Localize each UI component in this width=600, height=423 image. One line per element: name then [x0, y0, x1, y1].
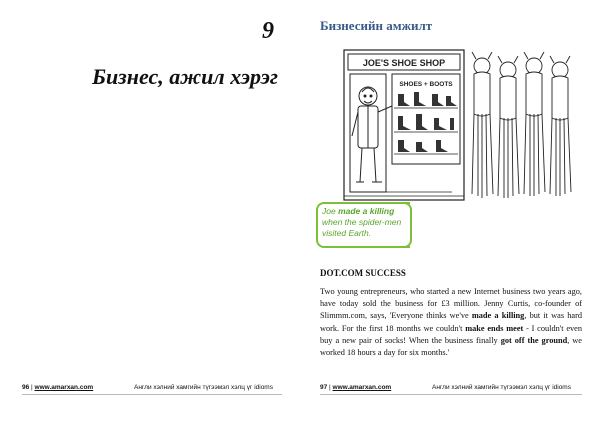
story-heading: DOT.COM SUCCESS [320, 268, 406, 278]
footer-rule [320, 394, 582, 395]
shop-sign-text: JOE'S SHOE SHOP [362, 58, 446, 68]
right-page [300, 0, 600, 423]
story-idiom-1: made a killing [471, 311, 525, 321]
caption-text-post: when the spider-men visited Earth. [322, 217, 402, 238]
story-paragraph [320, 286, 582, 359]
story-text-2: , but it was hard work. For the first 18 months we couldn't [320, 311, 582, 333]
cartoon-caption [322, 206, 408, 239]
footer-separator: | [327, 384, 333, 391]
page-number: 97 [320, 384, 328, 391]
chapter-number: 9 [262, 18, 274, 44]
section-title: Бизнесийн амжилт [320, 18, 433, 33]
caption-text-pre: Joe [322, 206, 339, 216]
story-text-4: , we worked 18 hours a day for six months.' [320, 335, 582, 358]
footer-tagline: Англи хэлний хамгийн түгээмэл хэлц үг idioms [134, 384, 273, 391]
story-idiom-2: make ends meet [465, 323, 524, 333]
spider-men-queue [472, 52, 571, 198]
left-footer [22, 384, 273, 394]
chapter-title: Бизнес, ажил хэрэг [91, 64, 278, 89]
caption-idiom: made a killing [338, 206, 395, 216]
story-text-3: - I couldn't even buy a new pair of socks! When the business finally [320, 323, 582, 345]
page-number: 96 [22, 384, 30, 391]
story-idiom-3: got off the ground [500, 335, 568, 345]
story-text-1: Two young entrepreneurs, who started a new Internet business two years ago, have today sold the business for £3 million. Jenny Curtis, co-founder of Slimmm.com, says, 'Everyone thinks we've [320, 287, 582, 321]
footer-site-link[interactable]: www.amarxan.com [34, 384, 94, 391]
shoe-shop-cartoon-illustration [342, 46, 578, 204]
footer-rule [22, 394, 282, 395]
footer-site-link[interactable]: www.amarxan.com [332, 384, 392, 391]
footer-tagline: Англи хэлний хамгийн түгээмэл хэлц үг idioms [432, 384, 571, 391]
right-footer [320, 384, 571, 394]
footer-separator: | [29, 384, 35, 391]
window-sign-text: SHOES + BOOTS [399, 81, 453, 88]
